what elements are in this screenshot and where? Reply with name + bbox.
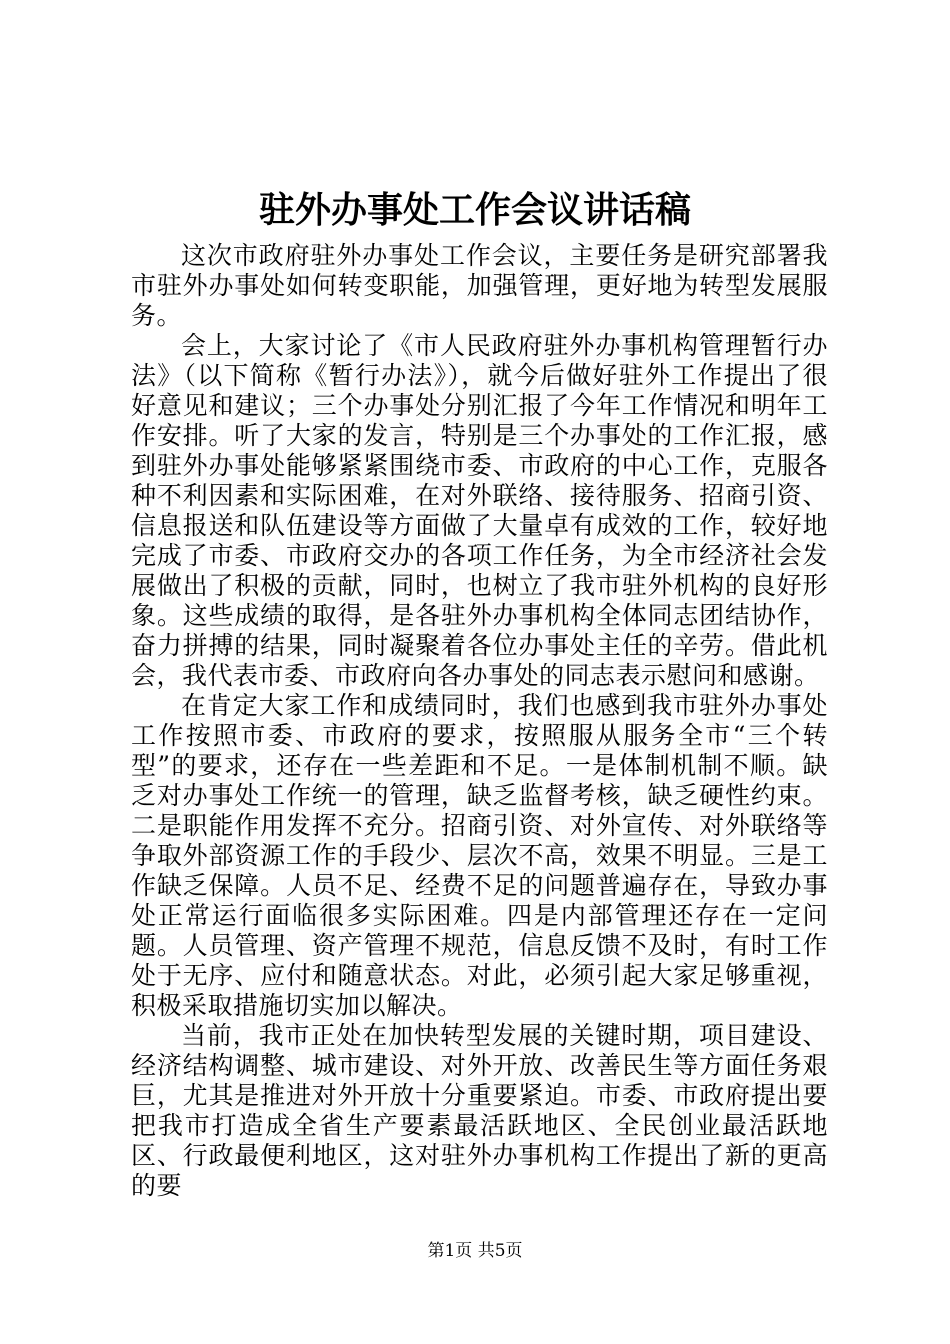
paragraph: 会上，大家讨论了《市人民政府驻外办事机构管理暂行办法》（以下简称《暂行办法》），就今后做好驻外工作提出了很好意见和建议；三个办事处分别汇报了今年工作情况和明年工作安排。听了大家的发言，特别是三个办事处的工作汇报，感到驻外办事处能够紧紧围绕市委、市政府的中心工作，克服各种不利因素和实际困难，在对外联络、接待服务、招商引资、信息报送和队伍建设等方面做了大量卓有成效的工作，较好地完成了市委、市政府交办的各项工作任务，为全市经济社会发展做出了积极的贡献，同时，也树立了我市驻外机构的良好形象。这些成绩的取得，是各驻外办事机构全体同志团结协作，奋力拼搏的结果，同时凝聚着各位办事处主任的辛劳。借此机会，我代表市委、市政府向各办事处的同志表示慰问和感谢。	[131, 331, 828, 690]
document-title: 驻外办事处工作会议讲话稿	[258, 189, 691, 231]
paragraph: 在肯定大家工作和成绩同时，我们也感到我市驻外办事处工作按照市委、市政府的要求，按照服从服务全市“三个转型”的要求，还存在一些差距和不足。一是体制机制不顺。缺乏对办事处工作统一的管理，缺乏监督考核，缺乏硬性约束。二是职能作用发挥不充分。招商引资、对外宣传、对外联络等争取外部资源工作的手段少、层次不高，效果不明显。三是工作缺乏保障。人员不足、经费不足的问题普遍存在，导致办事处正常运行面临很多实际困难。四是内部管理还存在一定问题。人员管理、资产管理不规范，信息反馈不及时，有时工作处于无序、应付和随意状态。对此，必须引起大家足够重视，积极采取措施切实加以解决。	[131, 691, 828, 1020]
paragraph: 当前，我市正处在加快转型发展的关键时期，项目建设、经济结构调整、城市建设、对外开放、改善民生等方面任务艰巨，尤其是推进对外开放十分重要紧迫。市委、市政府提出要把我市打造成全省生产要素最活跃地区、全民创业最活跃地区、行政最便利地区，这对驻外办事机构工作提出了新的更高的要	[131, 1021, 828, 1200]
paragraph: 这次市政府驻外办事处工作会议，主要任务是研究部署我市驻外办事处如何转变职能，加强管理，更好地为转型发展服务。	[131, 241, 828, 330]
page-number-footer: 第1页 共5页	[427, 1241, 523, 1261]
document-body	[131, 241, 828, 1201]
